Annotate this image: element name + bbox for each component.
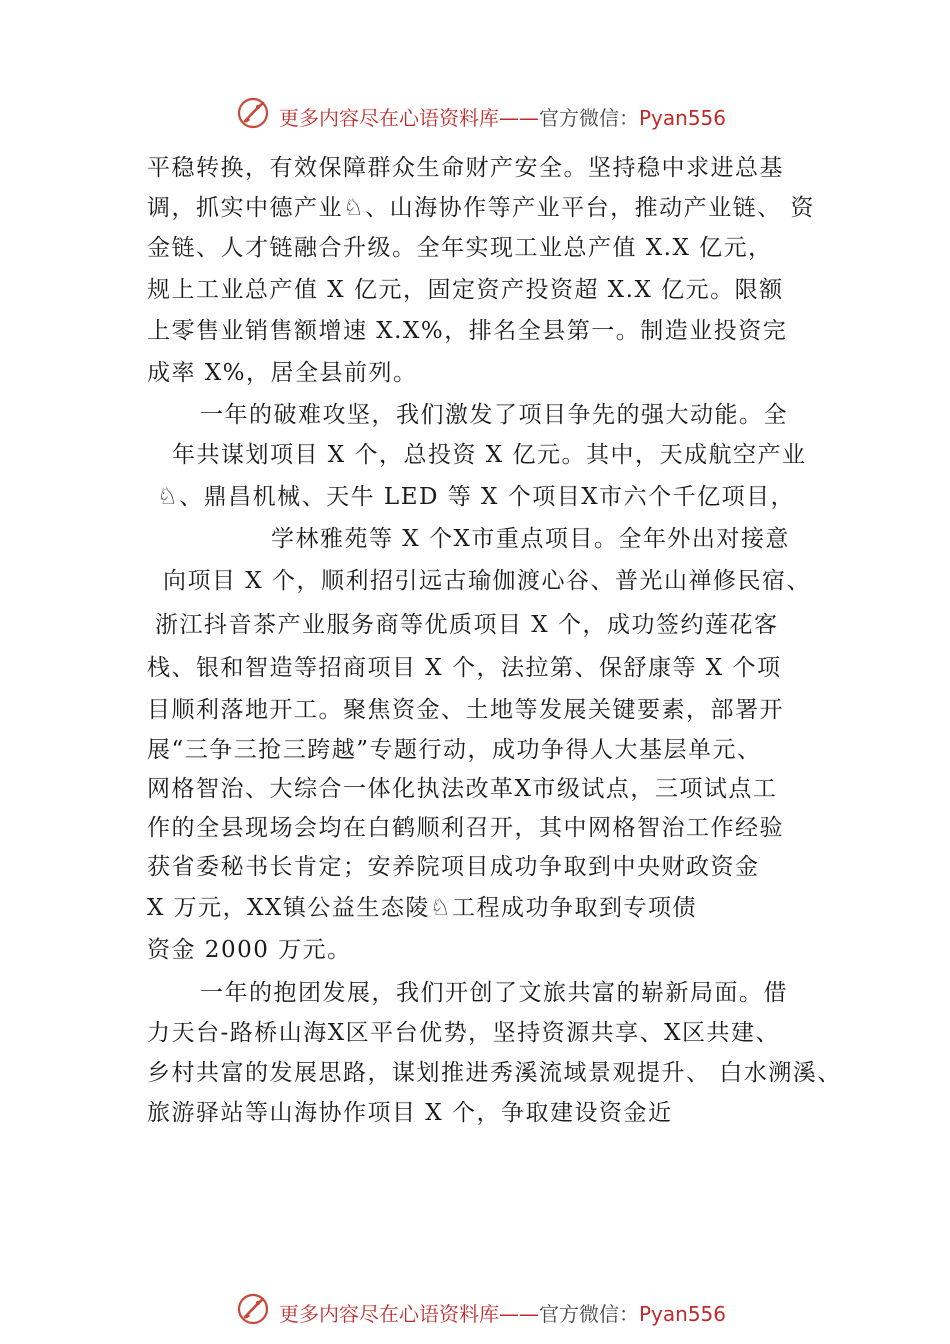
text-line: 力天台-路桥山海Ⅹ区平台优势，坚持资源共享、Ⅹ区共建、 <box>147 1020 781 1046</box>
text-line: ♘、鼎昌机械、天牛 LED 等 X 个项目Ⅹ市六个千亿项目， <box>157 484 796 510</box>
text-line: 规上工业总产值 X 亿元，固定资产投资超 X.X 亿元。限额 <box>147 277 784 303</box>
header-watermark-banner <box>0 94 950 134</box>
text-line: 获省委秘书长肯定；安养院项目成功争取到中央财政资金 <box>147 854 760 880</box>
text-line: 成率 X%，居全县前列。 <box>147 360 418 386</box>
text-line: 旅游驿站等山海协作项目 X 个，争取建设资金近 <box>147 1100 673 1126</box>
watermark-slogan: 更多内容尽在心语资料库—— <box>279 1302 539 1326</box>
text-line: 调，抓实中德产业♘、山海协作等产业平台，推动产业链、 资 <box>147 195 815 221</box>
watermark-wechat-id: Pyan556 <box>639 1302 727 1326</box>
text-line: X 万元，ⅩⅩ镇公益生态陵♘工程成功争取到专项债 <box>147 895 698 921</box>
header-watermark-text <box>279 102 726 131</box>
brush-logo-icon <box>236 96 270 130</box>
text-line: 栈、银和智造等招商项目 X 个，法拉第、保舒康等 X 个项 <box>147 655 782 681</box>
text-line: 展“三争三抢三跨越”专题行动，成功争得人大基层单元、 <box>147 737 762 763</box>
text-line: 年共谋划项目 X 个，总投资 X 亿元。其中，天成航空产业 <box>172 442 807 468</box>
brush-logo-icon <box>236 1292 270 1326</box>
text-line: 浙江抖音茶产业服务商等优质项目 X 个，成功签约莲花客 <box>155 612 779 638</box>
text-line: 一年的破难攻坚，我们激发了项目争先的强大动能。全 <box>200 402 788 428</box>
text-line: 向项目 X 个，顺利招引远古瑜伽渡心谷、普光山禅修民宿、 <box>163 568 811 594</box>
text-line: 平稳转换，有效保障群众生命财产安全。坚持稳中求进总基 <box>147 155 784 181</box>
watermark-wechat-label: 官方微信： <box>539 106 639 130</box>
watermark-wechat-id: Pyan556 <box>639 106 727 130</box>
footer-watermark-text <box>279 1298 726 1327</box>
text-line: 资金 2000 万元。 <box>147 937 352 963</box>
text-line: 金链、人才链融合升级。全年实现工业总产值 X.X 亿元， <box>147 235 773 261</box>
text-line: 乡村共富的发展思路，谋划推进秀溪流域景观提升、 白水溯溪、 <box>147 1060 842 1086</box>
text-line: 一年的抱团发展，我们开创了文旅共富的崭新局面。借 <box>200 980 788 1006</box>
text-line: 目顺利落地开工。聚焦资金、土地等发展关键要素，部署开 <box>147 697 784 723</box>
text-line: 学林雅苑等 X 个Ⅹ市重点项目。全年外出对接意 <box>271 526 790 552</box>
watermark-slogan: 更多内容尽在心语资料库—— <box>279 106 539 130</box>
text-line: 作的全县现场会均在白鹤顺利召开，其中网格智治工作经验 <box>147 815 784 841</box>
footer-watermark-banner <box>0 1290 950 1330</box>
watermark-wechat-label: 官方微信： <box>539 1302 639 1326</box>
text-line: 上零售业销售额增速 X.X%，排名全县第一。制造业投资完 <box>147 318 788 344</box>
text-line: 网格智治、大综合一体化执法改革Ⅹ市级试点，三项试点工 <box>147 776 778 802</box>
